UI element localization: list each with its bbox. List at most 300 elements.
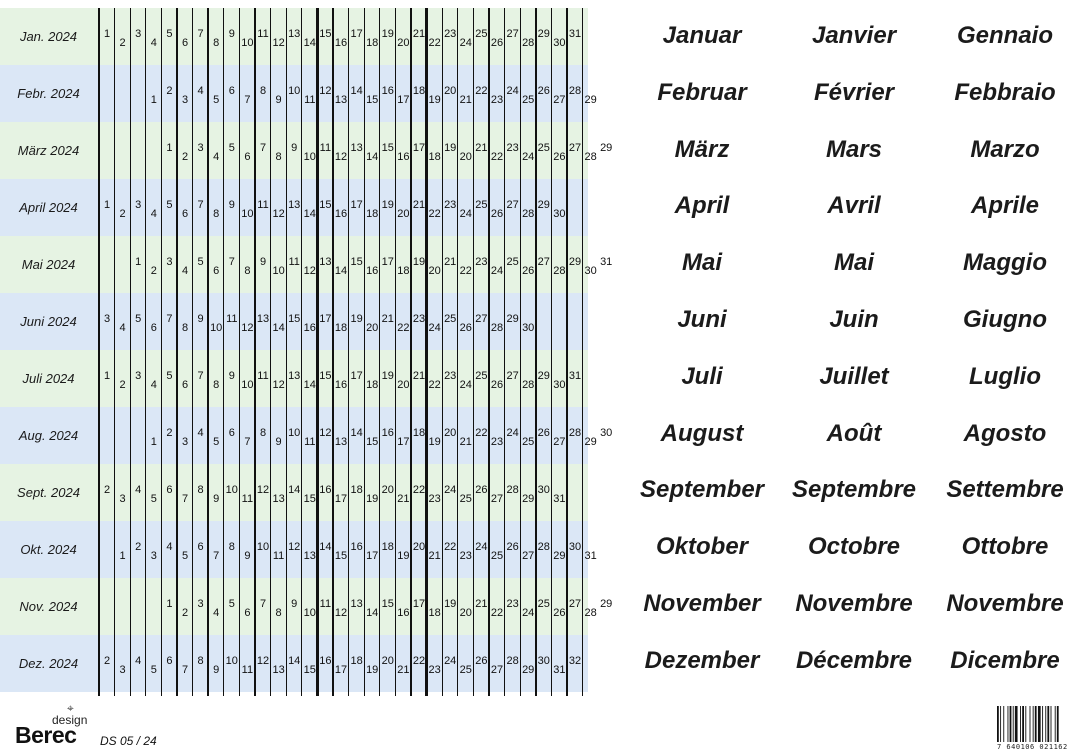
day-number: 6: [197, 541, 204, 553]
month-name-italian: Maggio: [963, 249, 1047, 277]
day-number: 21: [412, 370, 426, 382]
day-divider-line: [332, 8, 333, 696]
day-divider-line: [582, 8, 583, 696]
day-number: 28: [584, 607, 597, 619]
day-number: 20: [381, 655, 394, 667]
day-number: 12: [241, 322, 254, 334]
day-number: 5: [228, 598, 235, 610]
day-number: 18: [381, 541, 394, 553]
day-number: 1: [150, 94, 157, 106]
day-number: 7: [181, 493, 189, 505]
day-number: 14: [303, 379, 316, 391]
day-number: 1: [150, 436, 157, 448]
day-number: 24: [459, 379, 472, 391]
day-number: 24: [522, 607, 535, 619]
day-number: 8: [213, 37, 220, 49]
day-number: 17: [397, 436, 410, 448]
day-number: 28: [584, 151, 597, 163]
day-number: 25: [444, 313, 457, 325]
day-number: 28: [553, 265, 566, 277]
month-name-german: März: [674, 135, 730, 163]
day-number: 30: [553, 37, 566, 49]
day-number: 8: [213, 208, 220, 220]
day-number: 23: [490, 436, 504, 448]
day-number: 22: [428, 208, 441, 220]
day-number: 27: [506, 370, 519, 382]
day-number: 8: [181, 322, 189, 334]
day-number: 21: [475, 598, 488, 610]
day-number: 21: [459, 436, 472, 448]
week-divider-line: [316, 8, 318, 696]
day-number: 5: [213, 94, 220, 106]
day-number: 19: [381, 28, 394, 40]
day-number: 9: [228, 199, 235, 211]
month-name-german: Oktober: [655, 533, 748, 561]
day-number: 19: [428, 94, 441, 106]
barcode-number: 7 640106 021162: [997, 743, 1068, 751]
day-number: 27: [490, 493, 504, 505]
day-number: 17: [366, 550, 379, 562]
day-number: 18: [412, 85, 426, 97]
day-number: 4: [166, 541, 173, 553]
day-number: 16: [319, 484, 332, 496]
month-name-french: Juillet: [819, 362, 889, 390]
day-number: 1: [166, 598, 173, 610]
month-name-french: Décembre: [795, 646, 913, 674]
day-number: 24: [459, 37, 472, 49]
day-number: 22: [459, 265, 472, 277]
day-number: 15: [350, 256, 363, 268]
day-number: 7: [259, 598, 267, 610]
day-number: 22: [475, 427, 488, 439]
day-number: 21: [444, 256, 457, 268]
day-number: 17: [319, 313, 332, 325]
day-number: 24: [428, 322, 441, 334]
day-number: 8: [213, 379, 220, 391]
day-number: 20: [381, 484, 394, 496]
day-number: 11: [272, 550, 285, 562]
day-number: 16: [334, 379, 348, 391]
day-number: 23: [506, 142, 519, 154]
day-number: 18: [350, 484, 363, 496]
day-number: 13: [334, 94, 348, 106]
day-number: 15: [303, 493, 316, 505]
brand-mark-icon: ⌖: [67, 701, 74, 715]
day-number: 31: [568, 370, 582, 382]
month-name-italian: Settembre: [946, 476, 1064, 504]
day-number: 23: [475, 256, 488, 268]
day-number: 8: [275, 607, 282, 619]
day-divider-line: [145, 8, 146, 696]
day-number: 27: [568, 142, 582, 154]
month-row: [0, 179, 588, 236]
day-number: 31: [568, 28, 582, 40]
day-number: 8: [197, 484, 204, 496]
day-number: 4: [150, 379, 157, 391]
day-number: 13: [272, 664, 285, 676]
day-number: 13: [288, 199, 301, 211]
day-number: 20: [444, 85, 457, 97]
day-divider-line: [520, 8, 521, 696]
month-name-italian: Novembre: [946, 590, 1064, 617]
day-number: 5: [166, 28, 173, 40]
day-number: 5: [213, 436, 220, 448]
day-number: 2: [135, 541, 142, 553]
day-number: 6: [166, 484, 173, 496]
day-number: 15: [334, 550, 348, 562]
day-number: 10: [225, 655, 238, 667]
day-number: 27: [553, 94, 566, 106]
day-number: 17: [412, 598, 426, 610]
day-number: 27: [490, 664, 504, 676]
day-number: 25: [475, 28, 488, 40]
week-divider-line: [98, 8, 100, 696]
day-number: 16: [334, 208, 348, 220]
day-number: 10: [303, 607, 316, 619]
day-number: 4: [150, 37, 157, 49]
day-number: 4: [213, 151, 220, 163]
month-name-french: Octobre: [807, 533, 900, 561]
day-number: 23: [412, 313, 426, 325]
day-number: 11: [241, 664, 254, 676]
day-number: 2: [119, 208, 126, 220]
day-number: 23: [490, 94, 504, 106]
month-name-italian: Marzo: [970, 135, 1040, 163]
day-number: 15: [366, 436, 379, 448]
day-number: 7: [259, 142, 267, 154]
day-number: 10: [241, 37, 254, 49]
day-number: 18: [366, 37, 379, 49]
day-divider-line: [504, 8, 505, 696]
month-row-label: Mai 2024: [21, 257, 76, 272]
product-code: DS 05 / 24: [100, 734, 157, 748]
day-number: 2: [166, 427, 173, 439]
day-divider-line: [566, 8, 567, 696]
day-number: 17: [334, 664, 348, 676]
month-name-french: Avril: [827, 192, 881, 220]
day-number: 1: [103, 370, 111, 382]
day-number: 19: [381, 199, 394, 211]
day-number: 29: [537, 370, 550, 382]
day-number: 16: [381, 427, 394, 439]
day-number: 22: [428, 379, 441, 391]
day-number: 9: [275, 94, 282, 106]
day-number: 9: [228, 28, 235, 40]
day-number: 13: [334, 436, 348, 448]
week-divider-line: [207, 8, 209, 696]
day-number: 4: [197, 427, 204, 439]
day-number: 1: [103, 28, 111, 40]
day-number: 19: [350, 313, 363, 325]
day-number: 2: [181, 151, 189, 163]
day-number: 20: [459, 151, 472, 163]
day-number: 11: [319, 598, 332, 610]
day-number: 23: [444, 199, 457, 211]
month-name-french: Août: [826, 419, 882, 447]
day-divider-line: [379, 8, 380, 696]
month-row-label: Dez. 2024: [18, 656, 79, 671]
day-number: 2: [103, 655, 111, 667]
month-name-german: Mai: [681, 249, 722, 277]
day-number: 12: [272, 37, 285, 49]
day-number: 18: [350, 655, 363, 667]
day-number: 8: [275, 151, 282, 163]
day-number: 25: [537, 598, 550, 610]
day-number: 12: [256, 484, 270, 496]
day-number: 29: [537, 199, 550, 211]
day-number: 8: [197, 655, 204, 667]
day-number: 23: [444, 370, 457, 382]
day-number: 13: [319, 256, 332, 268]
day-divider-line: [161, 8, 162, 696]
day-number: 9: [291, 598, 298, 610]
month-name-german: Januar: [662, 22, 742, 49]
day-number: 1: [119, 550, 126, 562]
day-number: 16: [381, 85, 394, 97]
month-name-french: Novembre: [795, 590, 913, 617]
month-name-german: Juni: [677, 306, 727, 333]
day-divider-line: [114, 8, 115, 696]
day-number: 3: [119, 664, 126, 676]
day-number: 21: [428, 550, 441, 562]
day-number: 21: [397, 664, 410, 676]
day-number: 23: [428, 664, 441, 676]
day-number: 24: [459, 208, 472, 220]
day-number: 21: [475, 142, 488, 154]
day-number: 22: [475, 85, 488, 97]
day-divider-line: [286, 8, 287, 696]
day-divider-line: [395, 8, 396, 696]
day-number: 19: [366, 664, 379, 676]
day-number: 5: [150, 664, 157, 676]
day-number: 3: [197, 142, 204, 154]
day-number: 26: [459, 322, 472, 334]
month-row: [0, 8, 588, 65]
day-number: 26: [490, 379, 504, 391]
day-number: 12: [288, 541, 301, 553]
month-name-italian: Luglio: [969, 362, 1041, 390]
month-name-german: September: [639, 476, 765, 504]
month-name-italian: Giugno: [963, 306, 1047, 333]
month-row: [0, 578, 613, 635]
day-number: 8: [259, 85, 267, 97]
day-divider-line: [130, 8, 131, 696]
day-divider-line: [301, 8, 302, 696]
day-number: 32: [568, 655, 582, 667]
day-number: 27: [506, 199, 519, 211]
month-name-french: Janvier: [811, 22, 897, 49]
day-number: 28: [522, 37, 535, 49]
brand-logo: Berec: [15, 722, 77, 748]
day-number: 25: [459, 664, 472, 676]
day-number: 8: [244, 265, 251, 277]
day-number: 22: [444, 541, 457, 553]
day-number: 13: [288, 28, 301, 40]
month-row-label: März 2024: [17, 143, 80, 158]
day-number: 2: [103, 484, 111, 496]
day-number: 10: [288, 427, 301, 439]
day-number: 29: [584, 436, 597, 448]
day-number: 17: [350, 199, 363, 211]
day-number: 25: [459, 493, 472, 505]
day-number: 13: [350, 598, 363, 610]
day-number: 14: [350, 85, 363, 97]
day-number: 16: [397, 151, 410, 163]
day-number: 21: [412, 199, 426, 211]
day-number: 4: [135, 484, 142, 496]
day-number: 12: [334, 151, 348, 163]
day-number: 9: [213, 664, 220, 676]
month-row: [0, 236, 613, 293]
day-number: 4: [197, 85, 204, 97]
day-number: 23: [459, 550, 472, 562]
day-number: 24: [444, 484, 457, 496]
day-number: 27: [475, 313, 488, 325]
day-divider-line: [254, 8, 255, 696]
month-row: [0, 635, 588, 692]
day-number: 29: [568, 256, 582, 268]
day-number: 11: [304, 94, 316, 106]
day-number: 26: [537, 85, 550, 97]
day-number: 3: [166, 256, 173, 268]
day-number: 17: [350, 28, 363, 40]
day-number: 7: [197, 370, 204, 382]
day-number: 19: [444, 598, 457, 610]
day-divider-line: [457, 8, 458, 696]
month-name-italian: Gennaio: [956, 22, 1053, 49]
month-name-german: Juli: [681, 362, 723, 390]
day-number: 22: [428, 37, 441, 49]
day-number: 21: [412, 28, 426, 40]
day-number: 14: [366, 607, 379, 619]
day-number: 20: [444, 427, 457, 439]
month-name-french: Février: [813, 78, 895, 106]
day-number: 3: [135, 370, 142, 382]
day-number: 12: [334, 607, 348, 619]
day-divider-line: [364, 8, 365, 696]
day-number: 5: [181, 550, 189, 562]
day-number: 5: [228, 142, 235, 154]
month-row-label: Okt. 2024: [20, 542, 77, 557]
day-number: 23: [428, 493, 441, 505]
day-number: 30: [568, 541, 582, 553]
day-number: 24: [506, 85, 519, 97]
day-divider-line: [223, 8, 224, 696]
day-number: 11: [257, 28, 269, 40]
day-number: 12: [256, 655, 270, 667]
day-number: 29: [522, 493, 535, 505]
day-number: 4: [213, 607, 220, 619]
day-number: 13: [288, 370, 301, 382]
day-number: 26: [475, 655, 488, 667]
day-number: 15: [319, 28, 332, 40]
day-number: 29: [600, 598, 613, 610]
day-number: 19: [381, 370, 394, 382]
day-number: 26: [490, 208, 504, 220]
day-number: 14: [366, 151, 379, 163]
day-number: 30: [553, 379, 566, 391]
day-number: 5: [166, 370, 173, 382]
day-number: 9: [291, 142, 298, 154]
day-number: 14: [272, 322, 285, 334]
week-divider-line: [425, 8, 427, 696]
day-number: 9: [228, 370, 235, 382]
month-name-french: Mars: [825, 135, 883, 163]
day-number: 6: [244, 151, 251, 163]
day-number: 7: [213, 550, 220, 562]
day-number: 25: [522, 94, 535, 106]
day-number: 17: [397, 94, 410, 106]
day-number: 3: [103, 313, 111, 325]
day-number: 6: [181, 37, 189, 49]
day-number: 18: [412, 427, 426, 439]
day-number: 22: [490, 151, 504, 163]
day-number: 4: [150, 208, 157, 220]
day-number: 13: [303, 550, 316, 562]
day-number: 1: [166, 142, 173, 154]
month-row: [0, 293, 588, 350]
day-number: 7: [197, 199, 204, 211]
day-number: 2: [166, 85, 173, 97]
month-name-italian: Aprile: [970, 192, 1039, 220]
day-number: 25: [537, 142, 550, 154]
day-number: 7: [181, 664, 189, 676]
month-row-label: Nov. 2024: [19, 599, 78, 614]
day-number: 24: [475, 541, 488, 553]
day-number: 20: [397, 37, 410, 49]
day-number: 28: [506, 484, 519, 496]
day-number: 20: [397, 208, 410, 220]
day-divider-line: [270, 8, 271, 696]
day-number: 28: [506, 655, 519, 667]
month-row: [0, 122, 613, 179]
day-number: 13: [350, 142, 363, 154]
day-number: 7: [244, 436, 251, 448]
day-number: 6: [181, 379, 189, 391]
day-number: 6: [228, 427, 235, 439]
day-number: 16: [397, 607, 410, 619]
day-number: 24: [522, 151, 535, 163]
day-number: 12: [319, 427, 332, 439]
day-number: 16: [303, 322, 316, 334]
day-number: 2: [150, 265, 157, 277]
day-number: 5: [197, 256, 204, 268]
day-number: 12: [319, 85, 332, 97]
day-number: 26: [490, 37, 504, 49]
month-row: [0, 350, 588, 407]
day-number: 2: [119, 37, 126, 49]
day-number: 28: [490, 322, 504, 334]
day-number: 7: [244, 94, 251, 106]
month-row-label: Sept. 2024: [17, 485, 80, 500]
day-number: 10: [288, 85, 301, 97]
day-number: 2: [181, 607, 189, 619]
day-number: 25: [475, 370, 488, 382]
day-number: 10: [303, 151, 316, 163]
day-number: 9: [213, 493, 220, 505]
day-number: 7: [228, 256, 235, 268]
brand-subtitle: design: [52, 713, 88, 727]
day-number: 11: [304, 436, 316, 448]
day-divider-line: [473, 8, 474, 696]
day-number: 30: [537, 484, 550, 496]
day-number: 18: [397, 265, 410, 277]
day-number: 16: [319, 655, 332, 667]
day-number: 14: [288, 655, 301, 667]
day-number: 11: [257, 199, 269, 211]
day-number: 16: [334, 37, 348, 49]
day-number: 19: [366, 493, 379, 505]
